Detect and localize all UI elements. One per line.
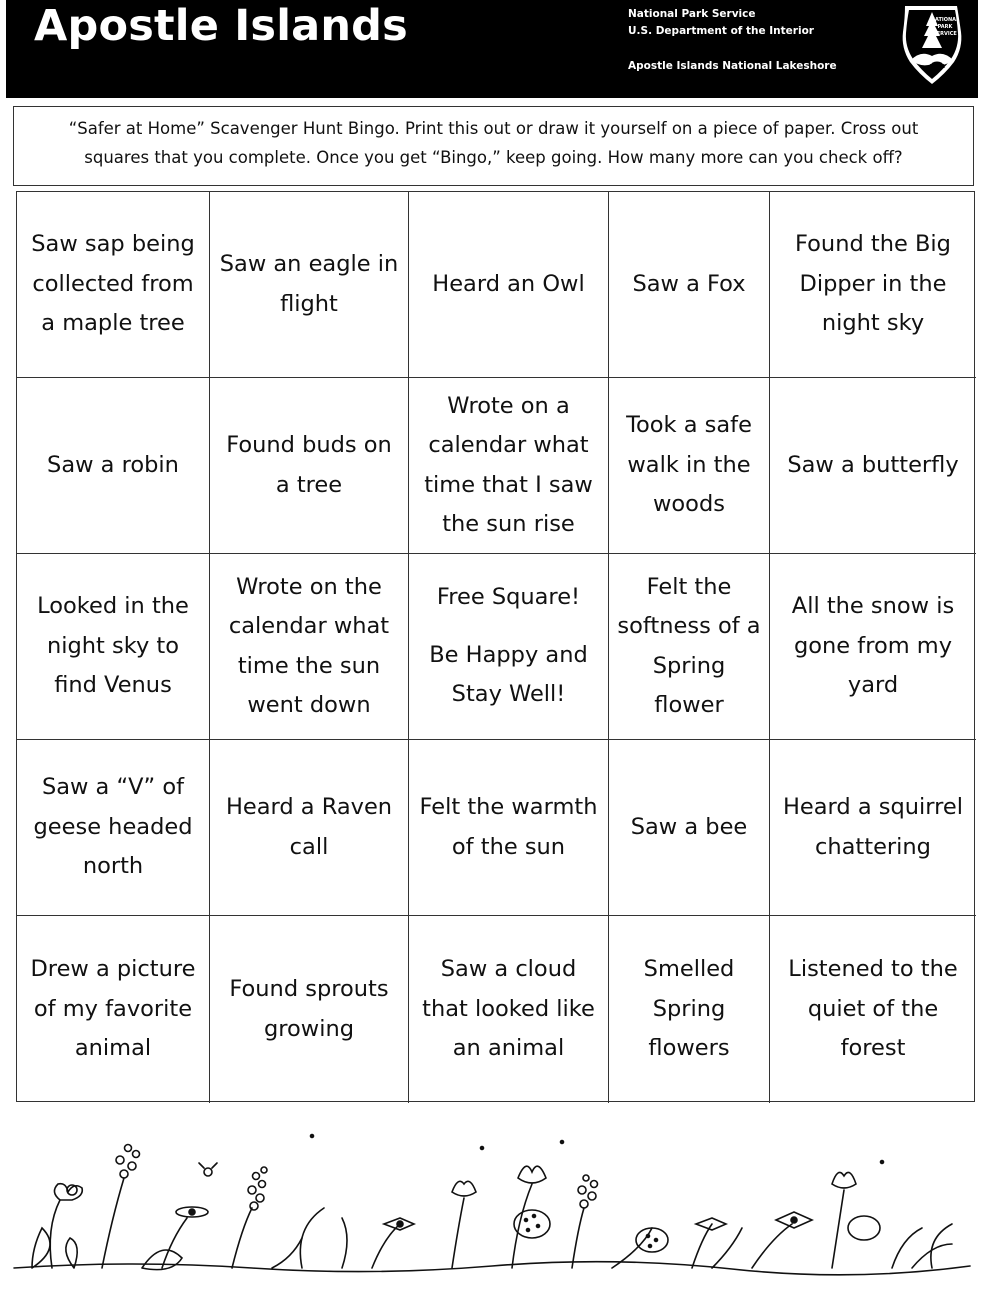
logo-text-1: NATIONAL xyxy=(930,17,960,23)
bingo-cell-text: Drew a picture of my favorite animal xyxy=(30,956,196,1062)
bingo-cell xyxy=(210,192,409,378)
bingo-cell xyxy=(609,916,770,1103)
bingo-cell-text: All the snow is gone from my yard xyxy=(791,593,955,699)
bingo-cell xyxy=(770,916,976,1103)
bingo-cell xyxy=(210,916,409,1103)
bingo-cell xyxy=(409,378,609,554)
logo-text-2: PARK xyxy=(937,24,953,30)
bingo-cell-text: Found buds on a tree xyxy=(226,432,392,498)
bingo-cell xyxy=(210,554,409,740)
bingo-cell-text: Saw a Fox xyxy=(632,270,746,297)
bingo-cell-text: Wrote on a calendar what time that I saw the sun rise xyxy=(424,392,593,537)
free-square-title: Free Square! xyxy=(436,584,581,611)
page-title: Apostle Islands xyxy=(34,1,408,51)
bingo-cell-text: Heard a Raven call xyxy=(225,794,393,860)
bingo-grid xyxy=(16,191,975,1102)
bingo-cell xyxy=(17,378,210,554)
bingo-cell xyxy=(770,378,976,554)
agency-line-2: U.S. Department of the Interior xyxy=(628,25,814,37)
free-square-message: Be Happy and Stay Well! xyxy=(429,641,588,708)
bingo-cell-text: Found the Big Dipper in the night sky xyxy=(795,231,951,337)
bingo-cell-text: Saw a bee xyxy=(630,813,748,840)
bingo-cell-text: Listened to the quiet of the forest xyxy=(788,956,958,1062)
agency-block xyxy=(628,6,837,75)
park-name: Apostle Islands National Lakeshore xyxy=(628,60,837,72)
spring-flowers-illustration xyxy=(12,1128,972,1278)
bingo-cell xyxy=(609,192,770,378)
bingo-cell xyxy=(770,740,976,916)
bingo-cell-text: Saw a cloud that looked like an animal xyxy=(422,956,595,1062)
bingo-cell-text: Saw an eagle in flight xyxy=(219,251,399,317)
bingo-cell-text: Looked in the night sky to find Venus xyxy=(37,593,189,699)
page-header xyxy=(6,0,978,98)
bingo-cell-text: Saw sap being collected from a maple tree xyxy=(31,231,195,337)
bingo-cell xyxy=(409,740,609,916)
instructions-box xyxy=(13,106,974,186)
bingo-cell-text: Saw a robin xyxy=(47,451,179,478)
bingo-cell xyxy=(609,740,770,916)
bingo-cell-text: Felt the warmth of the sun xyxy=(419,794,598,860)
bingo-cell-text: Saw a butterfly xyxy=(787,451,959,478)
bingo-cell xyxy=(17,740,210,916)
bingo-cell xyxy=(609,554,770,740)
bingo-cell xyxy=(609,378,770,554)
bingo-cell-text: Took a safe walk in the woods xyxy=(626,412,752,518)
bingo-cell-free-square xyxy=(409,554,609,740)
bingo-cell xyxy=(17,192,210,378)
bingo-cell xyxy=(770,554,976,740)
bingo-cell-text: Felt the softness of a Spring flower xyxy=(617,573,761,718)
bingo-cell xyxy=(770,192,976,378)
bingo-cell xyxy=(409,192,609,378)
bingo-cell-text: Wrote on the calendar what time the sun went down xyxy=(228,573,390,718)
bingo-cell-text: Found sprouts growing xyxy=(229,976,389,1042)
bingo-cell xyxy=(409,916,609,1103)
bingo-cell xyxy=(210,378,409,554)
bingo-cell-text: Heard a squirrel chattering xyxy=(783,794,963,860)
bingo-cell-text: Smelled Spring flowers xyxy=(643,956,735,1062)
logo-text-3: SERVICE xyxy=(933,31,957,37)
bingo-cell-text: Saw a “V” of geese headed north xyxy=(33,774,193,880)
bingo-cell xyxy=(17,554,210,740)
bingo-cell xyxy=(17,916,210,1103)
instructions-line-1: “Safer at Home” Scavenger Hunt Bingo. Print this out or draw it yourself on a piece of paper. Cross out xyxy=(68,119,919,138)
bingo-cell xyxy=(210,740,409,916)
instructions-line-2: squares that you complete. Once you get “Bingo,” keep going. How many more can you check off? xyxy=(84,148,903,167)
agency-line-1: National Park Service xyxy=(628,8,756,20)
bingo-cell-text: Heard an Owl xyxy=(432,270,585,297)
nps-arrowhead-icon xyxy=(899,2,965,86)
